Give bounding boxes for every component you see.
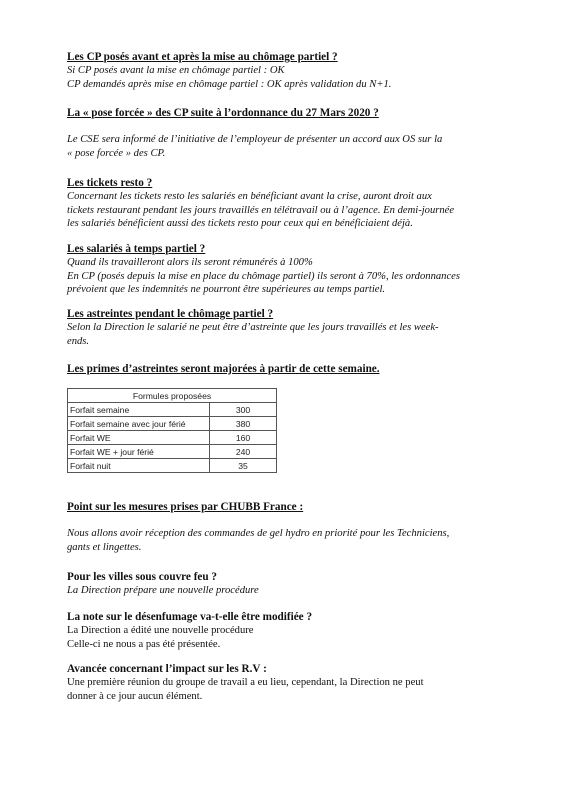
section-cp-chomage xyxy=(67,50,507,91)
section-tickets-resto xyxy=(67,176,507,231)
section-heading: La « pose forcée » des CP suite à l’ordonnance du 27 Mars 2020 ? xyxy=(67,107,379,119)
section-pose-forcee xyxy=(67,106,507,160)
body-line: gants et lingettes. xyxy=(67,541,142,553)
section-body xyxy=(67,527,507,554)
formule-value: 160 xyxy=(210,431,277,445)
section-temps-partiel xyxy=(67,242,507,297)
body-line: prévoient que les indemnités ne pourront être supérieures au temps partiel. xyxy=(67,284,386,296)
body-line: La Direction a édité une nouvelle procédure xyxy=(67,625,254,636)
section-villes-couvre-feu xyxy=(67,570,507,598)
section-heading: Les CP posés avant et après la mise au chômage partiel ? xyxy=(67,51,338,63)
body-line: La Direction prépare une nouvelle procédure xyxy=(67,585,259,596)
formule-label: Forfait nuit xyxy=(68,459,210,473)
section-heading: Point sur les mesures prises par CHUBB France : xyxy=(67,501,304,513)
section-body xyxy=(67,256,507,297)
section-body xyxy=(67,190,507,231)
table-row xyxy=(68,459,277,473)
table-row xyxy=(68,417,277,431)
table-row xyxy=(68,445,277,459)
section-heading: Les primes d’astreintes seront majorées à partir de cette semaine. xyxy=(67,363,380,375)
section-heading: Les tickets resto ? xyxy=(67,177,153,189)
formule-value: 380 xyxy=(210,417,277,431)
section-heading: Les astreintes pendant le chômage partiel ? xyxy=(67,308,274,320)
section-chubb xyxy=(67,500,507,554)
table-row xyxy=(68,403,277,417)
formule-value: 35 xyxy=(210,459,277,473)
body-line: Une première réunion du groupe de travail a eu lieu, cependant, la Direction ne peut xyxy=(67,677,424,688)
section-heading: Pour les villes sous couvre feu ? xyxy=(67,571,217,583)
body-line: Nous allons avoir réception des commandes de gel hydro en priorité pour les Techniciens, xyxy=(67,528,450,539)
formule-label: Forfait WE xyxy=(68,431,210,445)
section-body xyxy=(67,321,507,348)
body-line: Quand ils travailleront alors ils seront rémunérés à 100% xyxy=(67,257,313,268)
body-line: les salariés bénéficient aussi des tickets resto pour ceux qui en bénéficiaient déjà. xyxy=(67,218,413,230)
section-body xyxy=(67,584,507,598)
section-body xyxy=(67,624,507,651)
section-body xyxy=(67,64,507,91)
body-line: Selon la Direction le salarié ne peut être d’astreinte que les jours travaillés et les week- xyxy=(67,322,439,333)
formule-label: Forfait WE + jour férié xyxy=(68,445,210,459)
formules-table xyxy=(67,388,277,473)
formule-label: Forfait semaine xyxy=(68,403,210,417)
table-row xyxy=(68,431,277,445)
section-astreintes xyxy=(67,307,507,348)
section-heading: Avancée concernant l’impact sur les R.V : xyxy=(67,663,267,675)
section-body xyxy=(67,133,507,160)
section-heading: La note sur le désenfumage va-t-elle être modifiée ? xyxy=(67,611,313,623)
formule-label: Forfait semaine avec jour férié xyxy=(68,417,210,431)
body-line: Le CSE sera informé de l’initiative de l’employeur de présenter un accord aux OS sur la xyxy=(67,134,443,145)
table-header: Formules proposées xyxy=(68,389,277,403)
section-heading: Les salariés à temps partiel ? xyxy=(67,243,206,255)
formule-value: 240 xyxy=(210,445,277,459)
section-primes-astreintes xyxy=(67,362,507,376)
body-line: CP demandés après mise en chômage partiel : OK après validation du N+1. xyxy=(67,78,392,90)
body-line: « pose forcée » des CP. xyxy=(67,147,166,159)
section-impact-rv xyxy=(67,662,507,703)
body-line: Concernant les tickets resto les salariés en bénéficiant avant la crise, auront droit aux xyxy=(67,191,432,202)
section-body xyxy=(67,676,507,703)
body-line: Celle-ci ne nous a pas été présentée. xyxy=(67,638,221,650)
body-line: tickets restaurant pendant les jours travaillés en télétravail ou à l’agence. En demi-journée xyxy=(67,204,455,216)
body-line: Si CP posés avant la mise en chômage partiel : OK xyxy=(67,65,285,76)
body-line: En CP (posés depuis la mise en place du chômage partiel) ils seront à 70%, les ordonnances xyxy=(67,270,460,282)
body-line: ends. xyxy=(67,335,90,347)
table-header-row xyxy=(68,389,277,403)
section-desenfumage xyxy=(67,610,507,651)
formule-value: 300 xyxy=(210,403,277,417)
body-line: donner à ce jour aucun élément. xyxy=(67,690,203,702)
